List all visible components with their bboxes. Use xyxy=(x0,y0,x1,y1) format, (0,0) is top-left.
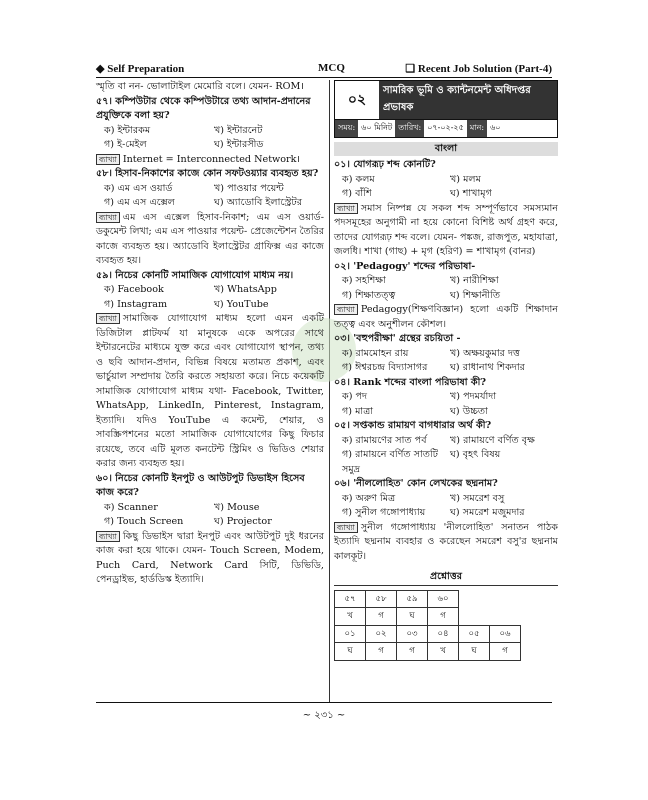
text: ০৪। Rank শব্দের বাংলা পরিভাষা কী? xyxy=(334,376,486,388)
text: ০১। যোগরূঢ় শব্দ কোনটি? xyxy=(334,159,436,170)
option: ক) রামমোহন রায় xyxy=(342,347,409,359)
question xyxy=(334,376,558,391)
options-grid xyxy=(334,274,558,303)
option: ঘ) অ্যাডোবি ইলাস্ট্রেটর xyxy=(214,197,302,208)
answer-cell: ঘ xyxy=(459,643,490,661)
option: ক) সহশিক্ষা xyxy=(342,275,386,286)
option: খ) সমরেশ বসু xyxy=(450,492,505,504)
answer-cell: গ xyxy=(366,608,397,626)
answer-cell: ০৪ xyxy=(428,625,459,643)
options-grid xyxy=(96,124,324,153)
option: গ) মাত্রা xyxy=(342,405,374,417)
option: গ) Instagram xyxy=(104,298,168,310)
text: এম এস এক্সেল হিসাব-নিকাশ; এম এস ওয়ার্ড- ডকুমেন্ট লিখা; এম এস পাওয়ার পয়েন্ট- প্রেজেন্টেশন তৈরির কাজে ব্যবহৃত হয়। অ্যাডোবি ইলাস্ট্রেটর গ্রাফিক্স এর কাজে ব্যবহৃত হয়। xyxy=(96,211,324,266)
explanation xyxy=(334,521,558,565)
option: ক) এম এস ওয়ার্ড xyxy=(104,182,173,194)
answer-cell: গ xyxy=(490,643,521,661)
question xyxy=(334,477,558,492)
answer-cell: গ xyxy=(397,643,428,661)
option: ক) রামায়ণের সাত পর্ব xyxy=(342,434,427,446)
time-label: সময়: xyxy=(335,120,358,137)
options-grid xyxy=(334,492,558,521)
answer-cell: খ xyxy=(335,608,366,626)
header-rule xyxy=(96,77,552,78)
option: খ) পদমর্যাদা xyxy=(450,391,497,402)
answer-cell: খ xyxy=(428,643,459,661)
option: ক) কলম xyxy=(342,173,375,185)
text: স্মৃতি বা নন- ভোলাটাইল মেমোরি বলে। যেমন- ROM। xyxy=(96,81,304,92)
answer-cell: ০২ xyxy=(366,625,397,643)
option: গ) Touch Screen xyxy=(104,516,184,527)
answer-cell: ০১ xyxy=(335,625,366,643)
explanation xyxy=(334,303,558,332)
footer-rule xyxy=(96,702,552,703)
text: ০৩। 'বহুপরীক্ষা' গ্রন্থের রচয়িতা - xyxy=(334,333,461,344)
option: গ) রামায়নে বর্ণিত সাতটি সমুদ্র xyxy=(342,449,438,475)
exam-box xyxy=(334,80,558,138)
explanation xyxy=(334,202,558,260)
options-grid xyxy=(334,173,558,202)
answer-cell: গ xyxy=(366,643,397,661)
option: গ) শিক্ষাতত্ত্ব xyxy=(342,289,396,301)
explanation-tag: ব্যাখ্যা xyxy=(96,531,120,542)
text: ৫৭। কম্পিউটার থেকে কম্পিউটারে তথ্য আদান-প্রদানের প্রযুক্তিকে বলা হয়? xyxy=(96,95,311,121)
explanation-tag: ব্যাখ্যা xyxy=(334,522,358,533)
page-number: ~ ২৩১ ~ xyxy=(302,710,346,721)
answer-cell: ৬০ xyxy=(428,590,459,608)
time-value: ৬০ মিনিট xyxy=(361,123,393,132)
text: ৫৮। হিসাব-নিকাশের কাজে কোন সফটওয়্যার ব্যবহৃত হয়? xyxy=(96,168,319,179)
answer-cell: ঘ xyxy=(397,608,428,626)
option: গ) বাঁশি xyxy=(342,188,372,199)
text: সামাজিক যোগাযোগ মাধ্যম হলো এমন একটি ডিজিটাল প্লাটফর্ম যা মানুষকে একে অপরের সাথে ইন্টারনেটের মাধ্যমে যুক্ত করে এবং যোগাযোগ স্থাপন, তথ্য ও ছবি আদান-প্রদান, বিভিন্ন বিষয়ে মতামত প্রকাশ, এবং ভার্চুয়াল সম্প্রদায় তৈরি করতে সহায়তা করে। নিচে কয়েকটি সামাজিক যোগাযোগ মাধ্যম যথা- Facebook, Twitter, WhatsApp, LinkedIn, Pinterest, Instagram, ইত্যাদি। যদিও YouTube এ কমেন্ট, শেয়ার, ও সাবস্ক্রিপশনের মতো সামাজিক যোগাযোগের কিছু ফিচার রয়েছে, তবে এটি মূলত কনটেন্ট স্ট্রিমিং ও ভিডিও শেয়ার করার জন্য ব্যবহৃত হয়। xyxy=(96,313,324,469)
option: খ) রামায়ণে বর্ণিত বৃক্ষ xyxy=(450,434,535,446)
options-grid xyxy=(96,182,324,211)
option: ঘ) শিক্ষানীতি xyxy=(450,289,501,301)
option: ঘ) শাখামৃগ xyxy=(450,188,492,199)
option: গ) ই-মেইল xyxy=(104,139,147,150)
left-column xyxy=(96,80,324,588)
page-header xyxy=(96,62,552,78)
answer-cell: গ xyxy=(428,608,459,626)
text: ৫৯। নিচের কোনটি সামাজিক যোগাযোগ মাধ্যম নয়। xyxy=(96,269,294,281)
question xyxy=(334,419,558,434)
answer-cell: ০৬ xyxy=(490,625,521,643)
option: ঘ) Projector xyxy=(214,516,272,527)
option: খ) মলম xyxy=(450,173,481,185)
answers-title: প্রশ্নোত্তর xyxy=(334,570,558,586)
text: Pedagogy(শিক্ষণবিজ্ঞান) হলো একটি শিক্ষাদান তত্ত্ব এবং অনুশীলন কৌশল। xyxy=(334,304,558,330)
option: ক) ইন্টারকম xyxy=(104,124,151,136)
explanation xyxy=(96,153,324,168)
right-questions xyxy=(334,158,558,564)
text: ০২। 'Pedagogy' শব্দের পরিভাষা- xyxy=(334,260,476,272)
text: কিছু ডিভাইস দ্বারা ইনপুট এবং আউটপুট দুই ধরনের কাজ করা হয়ে থাকে। যেমন- Touch Screen, Modem, Puch Card, Network Card সিটি, ডিভিডি, পেনড্রাইভ, হার্ডডিস্ক ইত্যাদি। xyxy=(96,530,324,585)
option: খ) Mouse xyxy=(214,501,260,513)
explanation xyxy=(96,80,324,95)
explanation xyxy=(96,530,324,588)
question xyxy=(334,260,558,275)
option: খ) নারীশিক্ষা xyxy=(450,275,499,286)
option: ঘ) ইন্টারসীড xyxy=(214,139,264,150)
option: ঘ) বৃহৎ বিষয় xyxy=(450,449,501,460)
explanation xyxy=(96,312,324,472)
header-left: ◆ Self Preparation xyxy=(96,63,185,75)
question xyxy=(96,269,324,284)
header-center: MCQ xyxy=(318,62,345,74)
text: ০৬। 'নীললোহিত' কোন লেখকের ছদ্মনাম? xyxy=(334,478,498,489)
section-title: বাংলা xyxy=(334,142,558,157)
options-grid xyxy=(334,347,558,376)
answer-cell: ০৫ xyxy=(459,625,490,643)
question xyxy=(96,167,324,182)
answer-cell: ৫৯ xyxy=(397,590,428,608)
answer-cell: ০৩ xyxy=(397,625,428,643)
explanation-tag: ব্যাখ্যা xyxy=(96,212,120,223)
explanation xyxy=(96,211,324,269)
option: ঘ) YouTube xyxy=(214,298,269,310)
column-divider xyxy=(329,80,330,702)
explanation-tag: ব্যাখ্যা xyxy=(96,313,120,324)
option: ক) Scanner xyxy=(104,501,158,513)
option: খ) ইন্টারনেট xyxy=(214,124,263,136)
answer-cell: ৫৭ xyxy=(335,590,366,608)
explanation-tag: ব্যাখ্যা xyxy=(334,304,358,315)
question xyxy=(334,158,558,173)
question xyxy=(96,472,324,501)
option: গ) ঈশ্বরচন্দ্র বিদ্যাসাগর xyxy=(342,362,428,373)
exam-title: সামরিক ভূমি ও ক্যান্টনমেন্ট অধিদপ্তর প্রভাষক xyxy=(379,81,557,119)
date-label: তারিখ: xyxy=(395,120,424,137)
right-column xyxy=(334,80,558,661)
text: সুনীল গঙ্গোপাধ্যায় 'নীললোহিত' সনাতন পাঠক ইত্যাদি ছদ্মনাম ব্যবহার ও করেছেন সমরেশ বসু'র ছদ্মনাম কালকূট। xyxy=(334,521,558,562)
answers-table xyxy=(334,590,521,661)
header-right: ❑ Recent Job Solution (Part-4) xyxy=(405,63,552,75)
text: Internet = Interconnected Network। xyxy=(122,153,301,165)
explanation-tag: ব্যাখ্যা xyxy=(334,203,358,214)
marks-value: ৬০ xyxy=(490,123,501,132)
option: খ) WhatsApp xyxy=(214,284,277,295)
date-value: ০৭-০২-২৫ xyxy=(427,123,464,132)
option: গ) এম এস এক্সেল xyxy=(104,197,175,208)
options-grid xyxy=(334,390,558,419)
text: সমাস নিষ্পন্ন যে সকল শব্দ সম্পূর্ণভাবে সমস্যমান পদসমূহের অনুগামী না হয়ে কোনো বিশিষ্ট অর্থ গ্রহণ করে, তাদের যোগরূঢ় শব্দ বলে। যেমন- পঙ্কজ, রাজপুত, মহাযাত্রা, জলধি। শাখা (গাছ) + মৃগ (হরিণ) = শাখামৃগ (বানর) xyxy=(334,202,558,257)
text: ৬০। নিচের কোনটি ইনপুট ও আউটপুট ডিভাইস হিসেব কাজ করে? xyxy=(96,472,305,498)
option: গ) সুনীল গঙ্গোপাধ্যায় xyxy=(342,507,426,518)
option: ঘ) উচ্চতা xyxy=(450,405,488,417)
options-grid xyxy=(96,501,324,530)
options-grid xyxy=(96,283,324,312)
option: খ) অক্ষয়কুমার দত্ত xyxy=(450,347,520,359)
explanation-tag: ব্যাখ্যা xyxy=(96,154,120,165)
answer-cell: ঘ xyxy=(335,643,366,661)
exam-number: ০২ xyxy=(347,91,367,107)
option: ক) Facebook xyxy=(104,284,164,295)
marks-label: মান: xyxy=(467,120,487,137)
answer-cell: ৫৮ xyxy=(366,590,397,608)
option: ঘ) সমরেশ মজুমদার xyxy=(450,507,525,518)
option: খ) পাওয়ার পয়েন্ট xyxy=(214,182,284,194)
option: ক) পদ xyxy=(342,391,368,402)
options-grid xyxy=(334,434,558,478)
text: ০৫। সপ্তকান্ড রামায়ণ বাগধারার অর্থ কী? xyxy=(334,420,492,431)
option: ঘ) রাধানাথ শিকদার xyxy=(450,362,525,373)
exam-meta xyxy=(335,119,557,137)
question xyxy=(334,332,558,347)
question xyxy=(96,95,324,124)
option: ক) অরুণ মিত্র xyxy=(342,492,396,504)
